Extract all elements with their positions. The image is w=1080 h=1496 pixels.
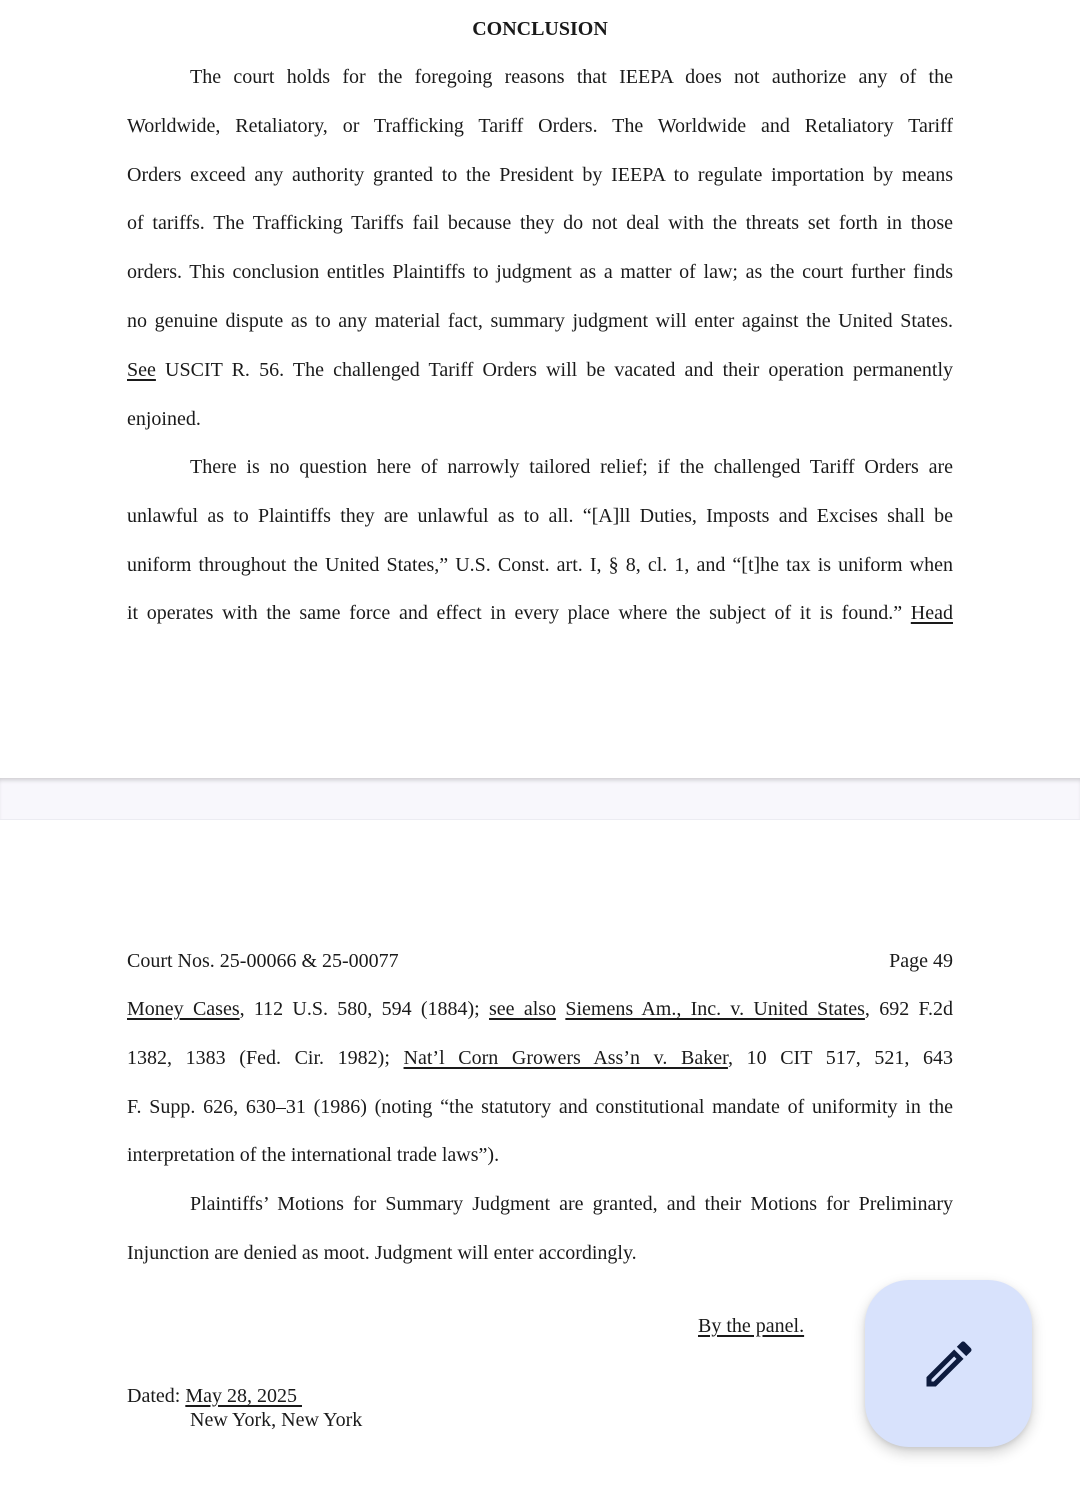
- text-run: , 112 U.S. 580, 594 (1884);: [239, 998, 490, 1020]
- page-separator: [0, 778, 1080, 820]
- text-run: 1382, 1383 (Fed. Cir. 1982);: [127, 1046, 404, 1069]
- page-number: Page 49: [889, 950, 953, 972]
- dated-label: Dated:: [127, 1385, 186, 1407]
- text-line: interpretation of the international trade laws”).: [127, 1144, 500, 1167]
- case-citation: Money Cases: [127, 998, 240, 1020]
- text-line: Worldwide, Retaliatory, or Trafficking Tariff Orders. The Worldwide and Retaliatory Tariff: [127, 114, 953, 137]
- dated-block: [127, 1384, 362, 1432]
- text-line: There is no question here of narrowly tailored relief; if the challenged Tariff Orders are: [190, 456, 953, 478]
- paragraph-conclusion: [127, 53, 953, 443]
- text-run: it operates with the same force and effect in every place where the subject of it is found.”: [127, 602, 911, 625]
- text-run: [556, 998, 565, 1020]
- text-line: no genuine dispute as to any material fact, summary judgment will enter against the United States.: [127, 309, 953, 332]
- citation-signal-see: See: [127, 358, 156, 381]
- edit-fab-button[interactable]: [865, 1280, 1032, 1447]
- paragraph-citations: [127, 985, 953, 1278]
- text-line: [127, 346, 953, 395]
- court-numbers: Court Nos. 25-00066 & 25-00077: [127, 950, 399, 972]
- text-line: F. Supp. 626, 630–31 (1986) (noting “the statutory and constitutional mandate of uniformity in the: [127, 1095, 953, 1118]
- text-line: uniform throughout the United States,” U.S. Const. art. I, § 8, cl. 1, and “[t]he tax is uniform when: [127, 553, 953, 576]
- signature-line: By the panel.: [698, 1315, 805, 1337]
- text-run: USCIT R. 56. The challenged Tariff Orders will be vacated and their operation permanently: [155, 358, 953, 381]
- citation-signal: see also: [489, 998, 557, 1020]
- text-line: Plaintiffs’ Motions for Summary Judgment are granted, and their Motions for Preliminary: [190, 1193, 953, 1216]
- dated-value: May 28, 2025: [185, 1385, 302, 1407]
- text-line: The court holds for the foregoing reasons that IEEPA does not authorize any of the: [190, 66, 953, 88]
- pencil-edit-icon: [919, 1334, 979, 1394]
- text-line: enjoined.: [127, 407, 201, 430]
- text-line: [127, 589, 953, 638]
- paragraph-uniform-relief: [127, 443, 953, 638]
- text-run: , 692 F.2d: [864, 998, 953, 1020]
- case-citation: Nat’l Corn Growers Ass’n v. Baker: [403, 1046, 728, 1069]
- text-run: , 10 CIT 517, 521, 643: [727, 1046, 953, 1069]
- page-header: [127, 945, 953, 977]
- text-line: orders. This conclusion entitles Plaintiffs to judgment as a matter of law; as the court further finds: [127, 261, 953, 284]
- text-line: Injunction are denied as moot. Judgment will enter accordingly.: [127, 1241, 637, 1264]
- text-line: [127, 985, 953, 1034]
- text-line: of tariffs. The Trafficking Tariffs fail because they do not deal with the threats set forth in those: [127, 212, 953, 235]
- text-line: [127, 1034, 953, 1083]
- dated-location: New York, New York: [190, 1409, 363, 1431]
- section-heading: CONCLUSION: [472, 18, 608, 40]
- text-line: Orders exceed any authority granted to the President by IEEPA to regulate importation by means: [127, 163, 953, 186]
- text-line: unlawful as to Plaintiffs they are unlawful as to all. “[A]ll Duties, Imposts and Excises shall be: [127, 504, 953, 527]
- case-citation: Siemens Am., Inc. v. United States: [565, 998, 865, 1020]
- case-citation: Head: [910, 602, 953, 625]
